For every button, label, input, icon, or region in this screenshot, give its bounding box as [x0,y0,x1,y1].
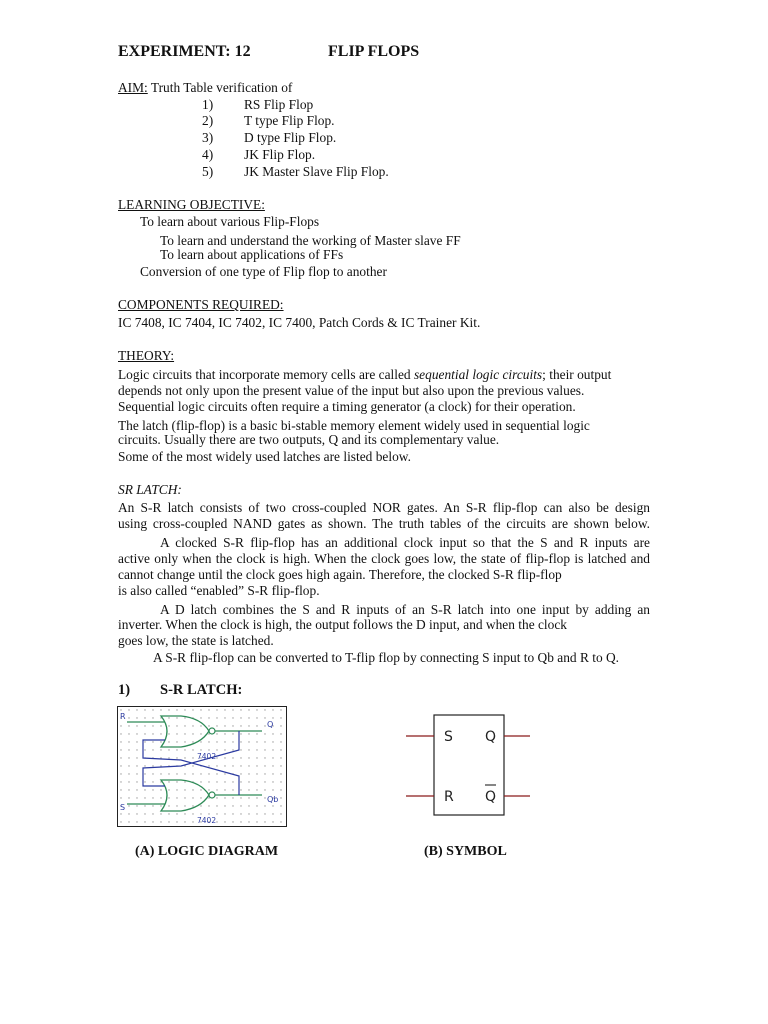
aim-item-text: T type Flip Flop. [244,113,335,128]
label-ic-top: 7402 [197,752,217,761]
aim-item-text: D type Flip Flop. [244,130,337,145]
srlatch-line: An S-R latch consists of two cross-coupled NOR gates. An S-R flip-flop can also be design [118,500,650,515]
symbol-label-qbar: Q [485,789,497,805]
theory-line: Some of the most widely used latches are listed below. [118,449,411,464]
theory-line: circuits. Usually there are two outputs, Q and its complementary value. [118,432,500,447]
components-heading: COMPONENTS REQUIRED: [118,297,284,312]
aim-item-text: JK Master Slave Flip Flop. [244,164,389,179]
theory-line: Sequential logic circuits often require a timing generator (a clock) for their operation. [118,399,576,414]
label-qb: Qb [267,795,279,804]
objective-line: Conversion of one type of Flip flop to another [140,264,387,279]
symbol-label-r: R [444,789,454,805]
aim-label: AIM: [118,80,148,95]
srlatch-line: A D latch combines the S and R inputs of an S-R latch into one input by adding an [160,602,650,617]
logic-diagram-svg [117,706,287,827]
theory-emphasis: sequential logic circuits [413,367,543,382]
aim-item-num: 4) [202,147,214,162]
aim-item-num: 3) [202,130,214,145]
srlatch-line: is also called “enabled” S-R flip-flop. [118,583,320,598]
aim-item-text: RS Flip Flop [244,97,314,112]
theory-heading: THEORY: [118,348,175,363]
srlatch-line: cannot change until the clock goes high again. Therefore, the clocked S-R flip-flop [118,567,562,582]
components-text: IC 7408, IC 7404, IC 7402, IC 7400, Patch Cords & IC Trainer Kit. [118,315,481,330]
srlatch-line: goes low, the state is latched. [118,633,274,648]
caption-symbol: (B) SYMBOL [424,844,507,859]
symbol-label-s: S [444,729,453,745]
label-r: R [120,712,126,721]
label-q: Q [267,720,274,729]
objective-line: To learn and understand the working of Master slave FF [160,233,461,248]
aim-line [118,80,292,97]
diagram-frame [118,707,287,827]
aim-item-num: 2) [202,113,214,128]
theory-line: The latch (flip-flop) is a basic bi-stable memory element widely used in sequential logic [118,418,590,433]
srlatch-line: A S-R flip-flop can be converted to T-flip flop by connecting S input to Qb and R to Q. [153,650,620,665]
aim-item-num: 5) [202,164,214,179]
sr-symbol [404,712,534,818]
objective-line: To learn about various Flip-Flops [140,214,320,229]
srlatch-line: using cross-coupled NAND gates as shown. The truth tables of the circuits are shown below. [118,516,650,531]
logic-diagram [117,706,287,827]
objective-line: To learn about applications of FFs [160,247,344,262]
theory-line: depends not only upon the present value of the input but also upon the previous values. [118,383,585,398]
srlatch-heading: SR LATCH: [118,482,182,497]
symbol-label-q: Q [485,729,497,745]
label-s: S [120,803,126,812]
aim-intro: Truth Table verification of [147,80,293,95]
section-title: S-R LATCH: [160,682,243,698]
srlatch-line: inverter. When the clock is high, the output follows the D input, and when the clock [118,617,567,632]
aim-item-num: 1) [202,97,214,112]
page-title: FLIP FLOPS [328,43,420,60]
srlatch-line: A clocked S-R flip-flop has an additional clock input so that the S and R inputs are [160,535,650,550]
sr-symbol-svg [404,712,534,818]
objective-heading: LEARNING OBJECTIVE: [118,197,265,212]
experiment-number: EXPERIMENT: 12 [118,43,251,60]
srlatch-line: active only when the clock is high. When the clock goes low, the state of flip-flop is latched and [118,551,650,566]
label-ic-bottom: 7402 [197,816,217,825]
aim-item-text: JK Flip Flop. [244,147,316,162]
theory-text: Logic circuits that incorporate memory cells are called [118,367,414,382]
section-number: 1) [118,682,131,698]
theory-line [118,367,611,384]
theory-text: ; their output [542,367,612,382]
caption-logic-diagram: (A) LOGIC DIAGRAM [135,844,279,859]
